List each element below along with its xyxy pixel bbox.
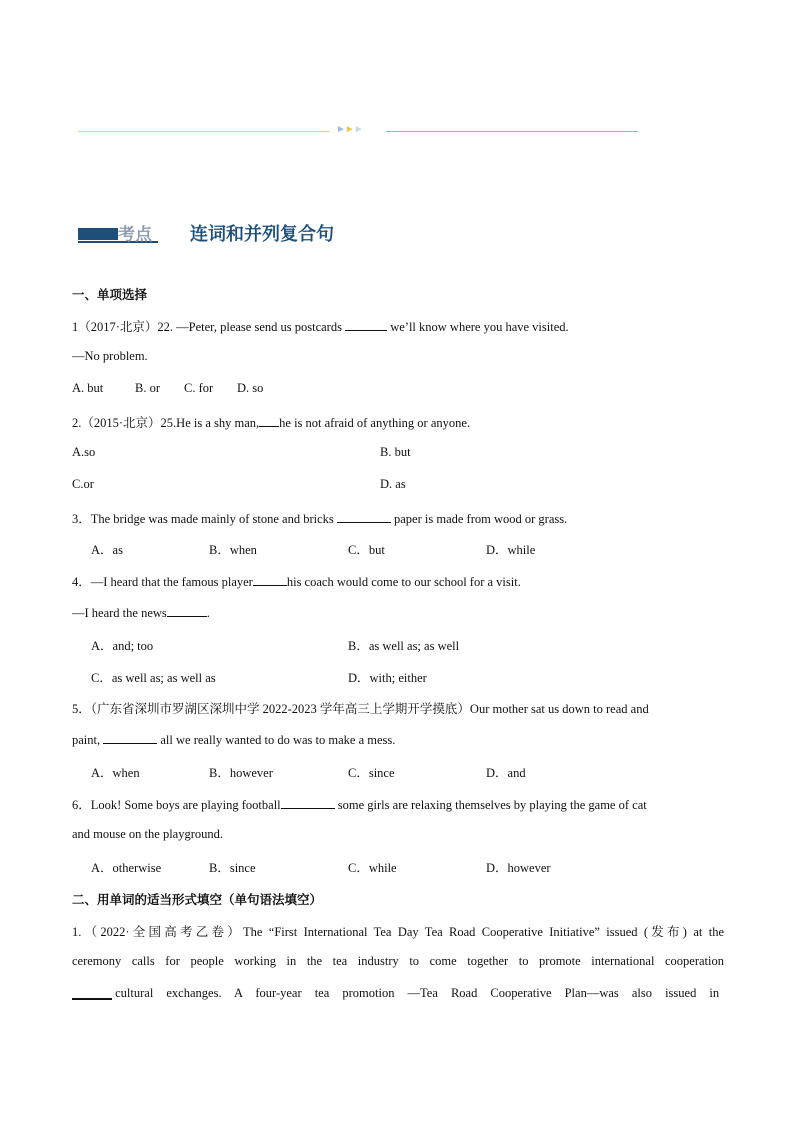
option-d: D. so bbox=[237, 381, 264, 395]
part2-heading: 二、用单词的适当形式填空（单句语法填空） bbox=[72, 892, 323, 907]
option-c: C．but bbox=[348, 543, 385, 557]
question-1-stem-b: we’ll know where you have visited. bbox=[390, 320, 569, 334]
part2-question-1-line-3-text: cultural exchanges. A four-year tea promotion —Tea Road Cooperative Plan—was also issued in bbox=[115, 986, 720, 1000]
section-title: 连词和并列复合句 bbox=[190, 224, 334, 245]
answer-blank[interactable] bbox=[103, 731, 157, 744]
question-4-reply-b: . bbox=[206, 606, 210, 620]
question-4-reply-a: —I heard the news bbox=[72, 606, 167, 620]
answer-blank[interactable] bbox=[72, 986, 112, 1000]
question-5-stem-2b: all we really wanted to do was to make a mess. bbox=[160, 733, 396, 747]
question-6-stem-b: some girls are relaxing themselves by playing the game of cat bbox=[337, 798, 647, 812]
option-d: D．while bbox=[486, 543, 536, 557]
answer-blank[interactable] bbox=[281, 796, 335, 809]
question-6-stem-2: and mouse on the playground. bbox=[72, 827, 224, 841]
answer-blank[interactable] bbox=[167, 604, 207, 617]
part2-question-1-line-2: ceremony calls for people working in the tea industry to come together to promote international cooperation bbox=[72, 954, 724, 968]
option-b: B．as well as; as well bbox=[348, 639, 460, 653]
arrow-2-icon: ► bbox=[344, 124, 354, 135]
part2-question-1-line-3 bbox=[72, 986, 724, 1004]
option-a: A．otherwise bbox=[91, 861, 162, 875]
arrows-icon bbox=[336, 124, 363, 135]
option-c: C.or bbox=[72, 477, 94, 491]
option-b: B．when bbox=[209, 543, 257, 557]
question-5-stem-2 bbox=[72, 731, 395, 748]
option-a: A.so bbox=[72, 445, 96, 459]
question-3-stem-b: paper is made from wood or grass. bbox=[394, 512, 568, 526]
option-b: B. but bbox=[380, 445, 411, 459]
part1-heading: 一、单项选择 bbox=[72, 287, 148, 302]
option-b: B. or bbox=[135, 381, 160, 395]
question-2-stem-a: 2.（2015·北京）25.He is a shy man, bbox=[72, 416, 260, 430]
header-divider-right bbox=[386, 131, 638, 132]
section-header bbox=[78, 220, 478, 246]
question-5-stem: 5．（广东省深圳市罗湖区深圳中学 2022-2023 学年高三上学期开学摸底）Our mother sat us down to read and bbox=[72, 702, 649, 716]
question-4-stem bbox=[72, 572, 521, 590]
question-3-stem bbox=[72, 509, 567, 527]
answer-blank[interactable] bbox=[337, 510, 391, 523]
option-c: C．while bbox=[348, 861, 397, 875]
option-a: A. but bbox=[72, 381, 104, 395]
option-d: D．and bbox=[486, 766, 526, 780]
answer-blank[interactable] bbox=[253, 573, 287, 586]
option-b: B．since bbox=[209, 861, 256, 875]
question-6-stem bbox=[72, 795, 647, 813]
arrow-3-icon: ► bbox=[353, 124, 363, 135]
header-divider-left bbox=[78, 131, 330, 132]
option-d: D. as bbox=[380, 477, 406, 491]
question-5-stem-2a: paint, bbox=[72, 733, 101, 747]
option-b: B．however bbox=[209, 766, 273, 780]
option-a: A．when bbox=[91, 766, 140, 780]
answer-blank[interactable] bbox=[345, 318, 387, 331]
question-6-stem-a: 6．Look! Some boys are playing football bbox=[72, 798, 281, 812]
question-1-stem-a: 1（2017·北京）22. —Peter, please send us postcards bbox=[72, 320, 342, 334]
question-4-stem-b: his coach would come to our school for a visit. bbox=[286, 575, 521, 589]
question-1-stem bbox=[72, 317, 569, 335]
option-c: C．as well as; as well as bbox=[91, 671, 216, 685]
tag-bar bbox=[78, 228, 118, 240]
option-a: A．as bbox=[91, 543, 123, 557]
option-a: A．and; too bbox=[91, 639, 154, 653]
section-tag: 考点 bbox=[118, 225, 152, 245]
arrow-1-icon: ► bbox=[336, 124, 345, 135]
option-c: C．since bbox=[348, 766, 395, 780]
question-3-stem-a: 3．The bridge was made mainly of stone and bricks bbox=[72, 512, 334, 526]
part2-question-1-line-1: 1.（2022·全国高考乙卷）The “First International Tea Day Tea Road Cooperative Initiative” issued (发布) at the bbox=[72, 925, 724, 939]
option-d: D．with; either bbox=[348, 671, 427, 685]
question-1-reply: —No problem. bbox=[72, 349, 148, 363]
question-4-reply bbox=[72, 604, 210, 621]
question-2-stem bbox=[72, 413, 470, 431]
option-c: C. for bbox=[184, 381, 214, 395]
question-4-stem-a: 4．—I heard that the famous player bbox=[72, 575, 253, 589]
question-2-stem-b: he is not afraid of anything or anyone. bbox=[279, 416, 471, 430]
answer-blank[interactable] bbox=[259, 414, 279, 427]
option-d: D．however bbox=[486, 861, 551, 875]
